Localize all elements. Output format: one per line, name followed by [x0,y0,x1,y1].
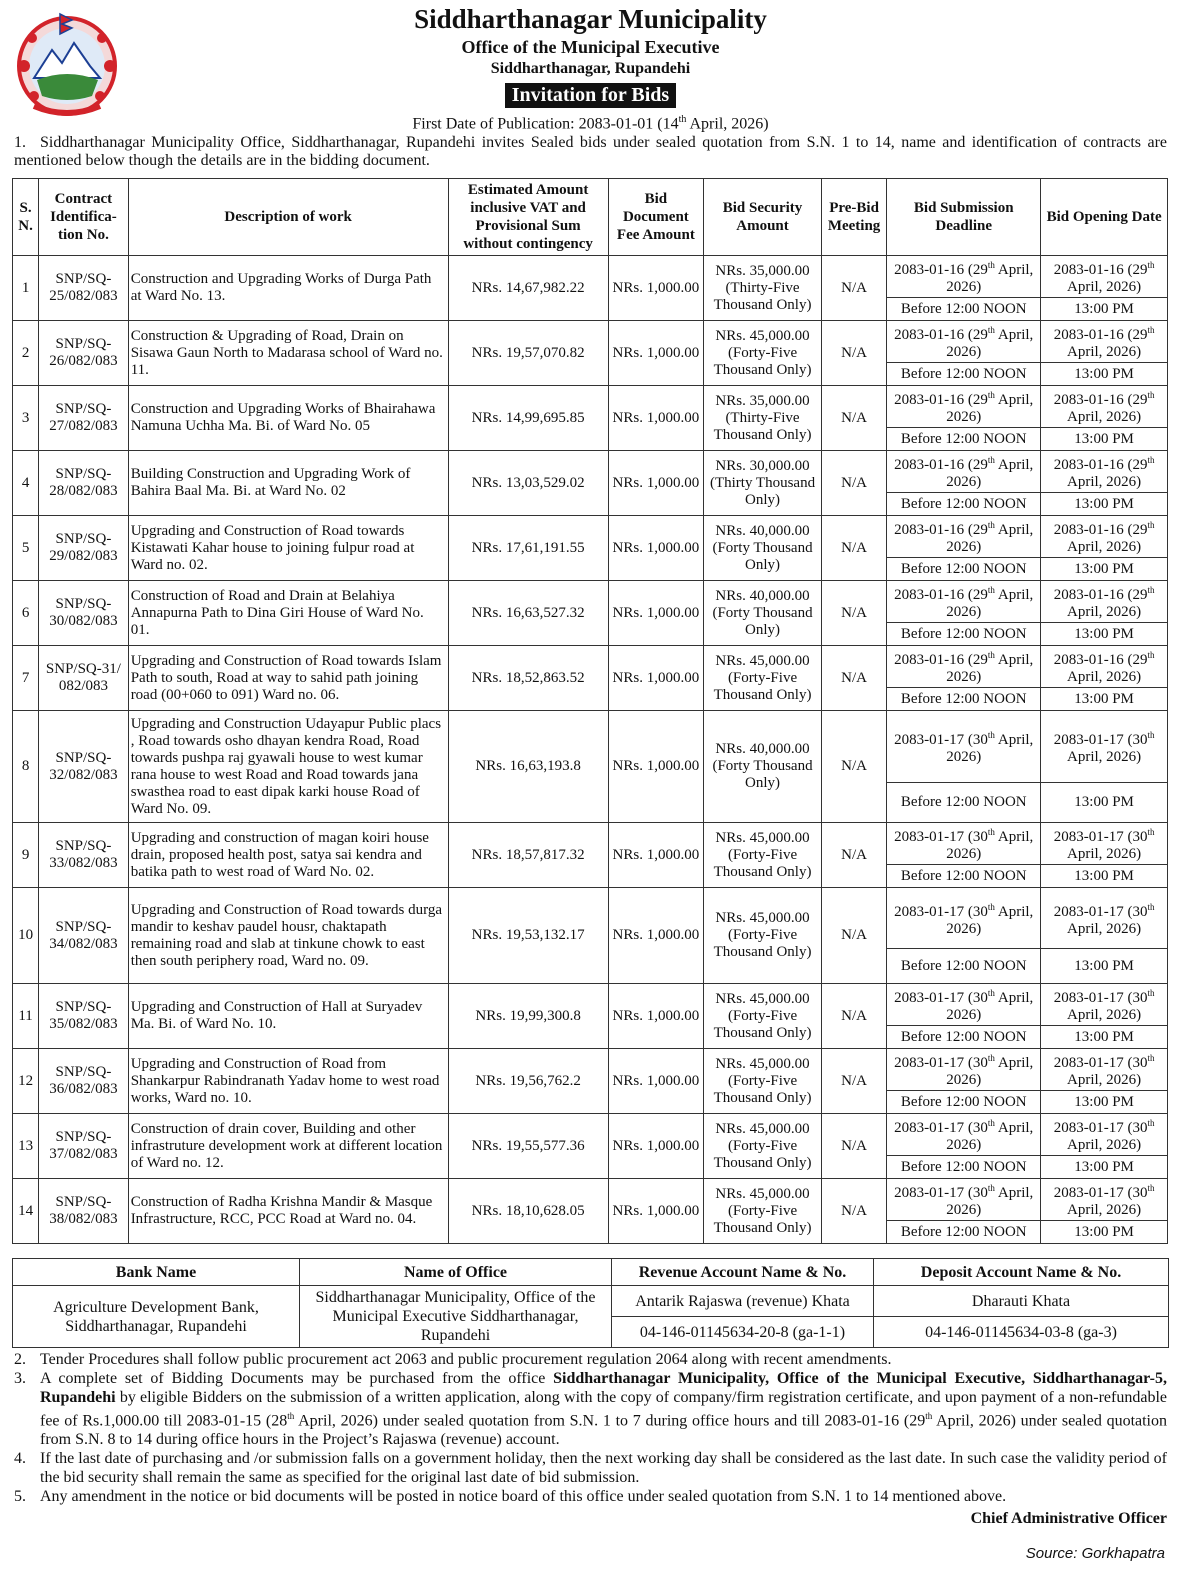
municipality-title: Siddharthanagar Municipality [414,4,767,34]
note-text: If the last date of purchasing and /or submission falls on a government holiday, then the next working day shall be considered as the last date. In such case the validity period of the bid security shall remain the same as specified for the original last date of bid submission. [40,1450,1167,1487]
contract-id: SNP/SQ-28/082/083 [39,451,129,516]
submission-time: Before 12:00 NOON [887,623,1041,646]
work-description: Upgrading and Construction of Road towards durga mandir to keshav paudel housr, chaktapath remaining road and slab at tinkune chowk to east then south periphery road, Ward no. 09. [128,888,448,984]
pre-bid-meeting: N/A [821,984,886,1049]
estimated-amount: NRs. 18,57,817.32 [448,823,608,888]
submission-date: 2083-01-17 (30th April, 2026) [887,1179,1041,1221]
work-description: Upgrading and Construction of Hall at Suryadev Ma. Bi. of Ward No. 10. [128,984,448,1049]
col-header: Bid Submission Deadline [887,179,1041,256]
contract-id: SNP/SQ-29/082/083 [39,516,129,581]
opening-date: 2083-01-17 (30th April, 2026) [1041,1114,1168,1156]
note-number: 2. [14,1351,26,1368]
estimated-amount: NRs. 19,56,762.2 [448,1049,608,1114]
estimated-amount: NRs. 19,55,577.36 [448,1114,608,1179]
contract-id: SNP/SQ-34/082/083 [39,888,129,984]
submission-time: Before 12:00 NOON [887,1026,1041,1049]
estimated-amount: NRs. 13,03,529.02 [448,451,608,516]
col-header: Name of Office [300,1259,612,1286]
estimated-amount: NRs. 18,10,628.05 [448,1179,608,1244]
pre-bid-meeting: N/A [821,321,886,386]
work-description: Upgrading and Construction of Road towards Kistawati Kahar house to joining fulpur road at Ward no. 02. [128,516,448,581]
table-row [13,1179,1168,1221]
estimated-amount: NRs. 14,99,695.85 [448,386,608,451]
contract-id: SNP/SQ-37/082/083 [39,1114,129,1179]
col-header: Contract Identifica-tion No. [39,179,129,256]
submission-time: Before 12:00 NOON [887,688,1041,711]
opening-time: 13:00 PM [1041,1026,1168,1049]
opening-date: 2083-01-16 (29th April, 2026) [1041,386,1168,428]
contract-id: SNP/SQ-36/082/083 [39,1049,129,1114]
opening-time: 13:00 PM [1041,298,1168,321]
pre-bid-meeting: N/A [821,256,886,321]
col-header: Bid Opening Date [1041,179,1168,256]
table-row [13,451,1168,493]
table-row [13,888,1168,949]
note-text: Any amendment in the notice or bid documents will be posted in notice board of this office under sealed quotation from S.N. 1 to 14 mentioned above. [40,1488,1007,1506]
contract-id: SNP/SQ-33/082/083 [39,823,129,888]
table-row [13,321,1168,363]
submission-time: Before 12:00 NOON [887,298,1041,321]
contract-id: SNP/SQ-25/082/083 [39,256,129,321]
estimated-amount: NRs. 16,63,527.32 [448,581,608,646]
bank-header-row [13,1259,1169,1286]
serial-number: 7 [13,646,39,711]
table-row [13,1114,1168,1156]
submission-date: 2083-01-17 (30th April, 2026) [887,823,1041,865]
col-header: Deposit Account Name & No. [874,1259,1169,1286]
document-fee: NRs. 1,000.00 [608,451,704,516]
serial-number: 8 [13,711,39,823]
col-header: Description of work [128,179,448,256]
document-fee: NRs. 1,000.00 [608,581,704,646]
pre-bid-meeting: N/A [821,711,886,823]
submission-date: 2083-01-17 (30th April, 2026) [887,888,1041,949]
submission-date: 2083-01-17 (30th April, 2026) [887,711,1041,783]
table-row [13,823,1168,865]
submission-time: Before 12:00 NOON [887,558,1041,581]
source-credit: Source: Gorkhapatra [1025,1545,1165,1562]
opening-date: 2083-01-17 (30th April, 2026) [1041,823,1168,865]
pre-bid-meeting: N/A [821,386,886,451]
submission-date: 2083-01-16 (29th April, 2026) [887,386,1041,428]
opening-time: 13:00 PM [1041,363,1168,386]
contract-id: SNP/SQ-38/082/083 [39,1179,129,1244]
opening-date: 2083-01-17 (30th April, 2026) [1041,888,1168,949]
document-fee: NRs. 1,000.00 [608,1179,704,1244]
revenue-account-no: 04-146-01145634-20-8 (ga-1-1) [612,1317,874,1348]
submission-date: 2083-01-16 (29th April, 2026) [887,321,1041,363]
document-fee: NRs. 1,000.00 [608,386,704,451]
opening-date: 2083-01-17 (30th April, 2026) [1041,1179,1168,1221]
bid-security: NRs. 40,000.00 (Forty Thousand Only) [704,711,822,823]
submission-time: Before 12:00 NOON [887,1221,1041,1244]
bid-security: NRs. 45,000.00 (Forty-Five Thousand Only) [704,823,822,888]
serial-number: 12 [13,1049,39,1114]
note-item [14,1369,1167,1449]
office-name-cell: Siddharthanagar Municipality, Office of the Municipal Executive Siddharthanagar, Rupandehi [300,1286,612,1348]
note-text: Tender Procedures shall follow public procurement act 2063 and public procurement regulation 2064 along with recent amendments. [40,1351,892,1368]
serial-number: 13 [13,1114,39,1179]
signature: Chief Administrative Officer [970,1510,1167,1527]
col-header: Pre-Bid Meeting [821,179,886,256]
bid-security: NRs. 45,000.00 (Forty-Five Thousand Only) [704,321,822,386]
opening-date: 2083-01-16 (29th April, 2026) [1041,321,1168,363]
opening-time: 13:00 PM [1041,1221,1168,1244]
submission-time: Before 12:00 NOON [887,1091,1041,1114]
opening-date: 2083-01-16 (29th April, 2026) [1041,581,1168,623]
document-fee: NRs. 1,000.00 [608,823,704,888]
estimated-amount: NRs. 19,99,300.8 [448,984,608,1049]
bid-security: NRs. 40,000.00 (Forty Thousand Only) [704,581,822,646]
submission-time: Before 12:00 NOON [887,428,1041,451]
submission-time: Before 12:00 NOON [887,363,1041,386]
submission-date: 2083-01-16 (29th April, 2026) [887,581,1041,623]
pre-bid-meeting: N/A [821,581,886,646]
serial-number: 9 [13,823,39,888]
serial-number: 14 [13,1179,39,1244]
estimated-amount: NRs. 14,67,982.22 [448,256,608,321]
document-fee: NRs. 1,000.00 [608,646,704,711]
note-number: 3. [14,1370,26,1387]
opening-time: 13:00 PM [1041,688,1168,711]
opening-time: 13:00 PM [1041,1091,1168,1114]
deposit-account-no: 04-146-01145634-03-8 (ga-3) [874,1317,1169,1348]
document-fee: NRs. 1,000.00 [608,321,704,386]
submission-date: 2083-01-16 (29th April, 2026) [887,451,1041,493]
contract-id: SNP/SQ-30/082/083 [39,581,129,646]
work-description: Construction of Road and Drain at Belahiya Annapurna Path to Dina Giri House of Ward No. 01. [128,581,448,646]
estimated-amount: NRs. 16,63,193.8 [448,711,608,823]
bid-security: NRs. 45,000.00 (Forty-Five Thousand Only) [704,1049,822,1114]
revenue-account-name: Antarik Rajaswa (revenue) Khata [612,1286,874,1317]
note-number: 5. [14,1488,26,1506]
opening-time: 13:00 PM [1041,865,1168,888]
table-row [13,711,1168,783]
opening-date: 2083-01-16 (29th April, 2026) [1041,451,1168,493]
document-fee: NRs. 1,000.00 [608,256,704,321]
opening-date: 2083-01-16 (29th April, 2026) [1041,646,1168,688]
table-row [13,646,1168,688]
serial-number: 10 [13,888,39,984]
bids-table [12,178,1168,1244]
intro-paragraph: 1. Siddharthanagar Municipality Office, Siddharthanagar, Rupandehi invites Sealed bids under sealed quotation from S.N. 1 to 14, name and identification of contracts are mentioned below though the details are in the bidding document. [14,134,1167,169]
notice-title: Invitation for Bids [505,83,676,108]
pre-bid-meeting: N/A [821,823,886,888]
opening-time: 13:00 PM [1041,1156,1168,1179]
note-item [14,1449,1167,1487]
contract-id: SNP/SQ-31/ 082/083 [39,646,129,711]
estimated-amount: NRs. 19,57,070.82 [448,321,608,386]
submission-date: 2083-01-16 (29th April, 2026) [887,516,1041,558]
table-row [13,256,1168,298]
bid-security: NRs. 30,000.00 (Thirty Thousand Only) [704,451,822,516]
opening-time: 13:00 PM [1041,428,1168,451]
document-fee: NRs. 1,000.00 [608,1049,704,1114]
estimated-amount: NRs. 17,61,191.55 [448,516,608,581]
document-fee: NRs. 1,000.00 [608,711,704,823]
serial-number: 4 [13,451,39,516]
bid-security: NRs. 35,000.00 (Thirty-Five Thousand Only) [704,256,822,321]
table-row [13,581,1168,623]
work-description: Building Construction and Upgrading Work of Bahira Baal Ma. Bi. at Ward No. 02 [128,451,448,516]
opening-time: 13:00 PM [1041,493,1168,516]
submission-time: Before 12:00 NOON [887,865,1041,888]
bank-name: Agriculture Development Bank, Siddharthanagar, Rupandehi [13,1286,300,1348]
work-description: Construction & Upgrading of Road, Drain on Sisawa Gaun North to Madarasa school of Ward no. 11. [128,321,448,386]
serial-number: 6 [13,581,39,646]
pre-bid-meeting: N/A [821,1114,886,1179]
bid-security: NRs. 45,000.00 (Forty-Five Thousand Only) [704,1114,822,1179]
contract-id: SNP/SQ-35/082/083 [39,984,129,1049]
opening-date: 2083-01-16 (29th April, 2026) [1041,256,1168,298]
office-address: Siddharthanagar, Rupandehi [490,60,691,77]
bid-security: NRs. 35,000.00 (Thirty-Five Thousand Only) [704,386,822,451]
serial-number: 11 [13,984,39,1049]
work-description: Construction and Upgrading Works of Bhairahawa Namuna Uchha Ma. Bi. of Ward No. 05 [128,386,448,451]
pre-bid-meeting: N/A [821,451,886,516]
opening-date: 2083-01-17 (30th April, 2026) [1041,711,1168,783]
bid-security: NRs. 45,000.00 (Forty-Five Thousand Only) [704,984,822,1049]
submission-time: Before 12:00 NOON [887,1156,1041,1179]
note-item [14,1487,1167,1506]
work-description: Upgrading and Construction of Road towards Islam Path to south, Road at way to sahid path joining road (00+060 to 091) Ward no. 06. [128,646,448,711]
opening-time: 13:00 PM [1041,783,1168,823]
notes-list [14,1350,1167,1506]
submission-date: 2083-01-17 (30th April, 2026) [887,1049,1041,1091]
opening-date: 2083-01-17 (30th April, 2026) [1041,984,1168,1026]
pre-bid-meeting: N/A [821,1179,886,1244]
note-number: 4. [14,1450,26,1468]
contract-id: SNP/SQ-27/082/083 [39,386,129,451]
serial-number: 3 [13,386,39,451]
opening-time: 13:00 PM [1041,623,1168,646]
col-header: Bid Document Fee Amount [608,179,704,256]
contract-id: SNP/SQ-32/082/083 [39,711,129,823]
contract-id: SNP/SQ-26/082/083 [39,321,129,386]
note-text: A complete set of Bidding Documents may be purchased from the office Siddharthanagar Municipality, Office of the Municipal Executive, Siddharthanagar-5, Rupandehi by eligible Bidders on the submission of a written application, along with the copy of company/firm registration certificate, and upon payment of a non-refundable fee of Rs.1,000.00 till 2083-01-15 (28th April, 2026) under sealed quotation from S.N. 1 to 7 during office hours and till 2083-01-16 (29th April, 2026) under sealed quotation from S.N. 8 to 14 during office hours in the Project’s Rajaswa (revenue) account. [40,1370,1168,1449]
work-description: Upgrading and construction of magan koiri house drain, proposed health post, satya sai kendra and batika path to west road of Ward No. 02. [128,823,448,888]
submission-date: 2083-01-16 (29th April, 2026) [887,256,1041,298]
serial-number: 5 [13,516,39,581]
document-fee: NRs. 1,000.00 [608,516,704,581]
office-name: Office of the Municipal Executive [461,37,720,57]
submission-time: Before 12:00 NOON [887,949,1041,984]
submission-time: Before 12:00 NOON [887,493,1041,516]
work-description: Construction and Upgrading Works of Durga Path at Ward No. 13. [128,256,448,321]
pre-bid-meeting: N/A [821,1049,886,1114]
submission-date: 2083-01-16 (29th April, 2026) [887,646,1041,688]
document-fee: NRs. 1,000.00 [608,888,704,984]
pre-bid-meeting: N/A [821,888,886,984]
col-header: S. N. [13,179,39,256]
submission-date: 2083-01-17 (30th April, 2026) [887,1114,1041,1156]
table-header-row [13,179,1168,256]
estimated-amount: NRs. 19,53,132.17 [448,888,608,984]
bid-security: NRs. 45,000.00 (Forty-Five Thousand Only) [704,888,822,984]
opening-time: 13:00 PM [1041,949,1168,984]
estimated-amount: NRs. 18,52,863.52 [448,646,608,711]
work-description: Construction of drain cover, Building and other infrastruture development work at different location of Ward no. 12. [128,1114,448,1179]
work-description: Upgrading and Construction of Road from Shankarpur Rabindranath Yadav home to west road works, Ward no. 10. [128,1049,448,1114]
deposit-account-name: Dharauti Khata [874,1286,1169,1317]
pre-bid-meeting: N/A [821,516,886,581]
table-row [13,984,1168,1026]
pre-bid-meeting: N/A [821,646,886,711]
bid-security: NRs. 45,000.00 (Forty-Five Thousand Only) [704,1179,822,1244]
serial-number: 2 [13,321,39,386]
bid-security: NRs. 45,000.00 (Forty-Five Thousand Only) [704,646,822,711]
document-fee: NRs. 1,000.00 [608,984,704,1049]
submission-date: 2083-01-17 (30th April, 2026) [887,984,1041,1026]
opening-date: 2083-01-16 (29th April, 2026) [1041,516,1168,558]
table-row [13,1049,1168,1091]
bank-table [12,1258,1169,1348]
col-header: Bank Name [13,1259,300,1286]
bid-security: NRs. 40,000.00 (Forty Thousand Only) [704,516,822,581]
publication-date: First Date of Publication: 2083-01-01 (14th April, 2026) [412,114,769,133]
col-header: Estimated Amount inclusive VAT and Provisional Sum without contingency [448,179,608,256]
table-row [13,516,1168,558]
col-header: Revenue Account Name & No. [612,1259,874,1286]
table-row [13,386,1168,428]
document-fee: NRs. 1,000.00 [608,1114,704,1179]
col-header: Bid Security Amount [704,179,822,256]
serial-number: 1 [13,256,39,321]
note-item [14,1350,1167,1369]
work-description: Construction of Radha Krishna Mandir & Masque Infrastructure, RCC, PCC Road at Ward no. 04. [128,1179,448,1244]
opening-time: 13:00 PM [1041,558,1168,581]
opening-date: 2083-01-17 (30th April, 2026) [1041,1049,1168,1091]
submission-time: Before 12:00 NOON [887,783,1041,823]
work-description: Upgrading and Construction Udayapur Public placs , Road towards osho dhayan kendra Road, Road towards pushpa raj gyawali house to west kumar rana house to west Road and Road towards jana swasthea road to east dipak karki house Road of Ward No. 09. [128,711,448,823]
